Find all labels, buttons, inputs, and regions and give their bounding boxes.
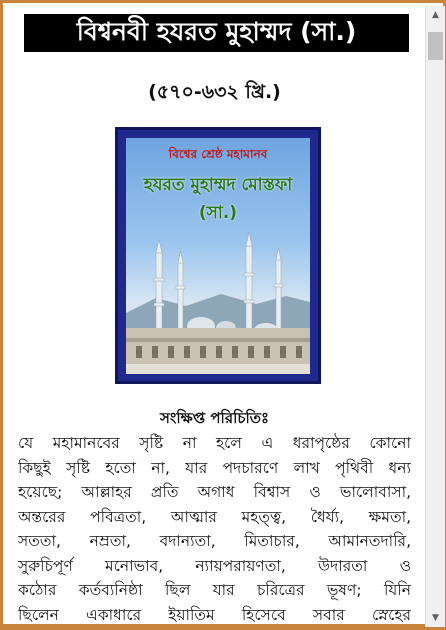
intro-line: সততা, নম্রতা, বদান্যতা, মিতাচার, আমানতদারি, xyxy=(18,532,411,550)
book-cover-artwork xyxy=(126,138,310,374)
book-cover-name: হযরত মুহাম্মদ মোস্তফা (সা.) xyxy=(143,175,293,223)
scroll-up-icon[interactable]: ▲ xyxy=(432,10,439,20)
intro-line: ছিলেন একাধারে ইয়াতিম হিসেবে সবার স্নেহের xyxy=(18,605,411,624)
page-content[interactable] xyxy=(6,6,423,627)
years-subtitle: (৫৭০-৬৩২ খ্রি.) xyxy=(148,81,281,103)
scroll-down-icon[interactable]: ▼ xyxy=(432,613,439,623)
page-title xyxy=(24,14,409,52)
scrollbar-thumb[interactable] xyxy=(428,32,443,60)
intro-heading: সংক্ষিপ্ত পরিচিতিঃ xyxy=(159,409,269,427)
page-title-text: বিশ্বনবী হযরত মুহাম্মদ (সা.) xyxy=(76,16,357,46)
book-cover-image xyxy=(115,127,321,384)
intro-line: কিছুই সৃষ্টি হতো না, যার পদচারণে লাখ পৃথিবী ধন্য xyxy=(18,458,411,477)
intro-paragraph xyxy=(18,431,411,627)
intro-line: কঠোর কর্তব্যনিষ্ঠা ছিল যার চরিত্রের ভূষণ; যিনি xyxy=(18,581,411,599)
book-cover-subtitle: বিশ্বের শ্রেষ্ঠ মহামানব xyxy=(168,147,268,161)
intro-line: সুরুচিপূর্ণ মনোভাব, ন্যায়পরায়ণতা, উদারতা ও xyxy=(18,556,411,575)
intro-line: যে মহামানবের সৃষ্টি না হলে এ ধরাপৃষ্ঠের কোনো xyxy=(18,434,411,452)
vertical-scrollbar[interactable] xyxy=(425,6,445,627)
intro-line: অন্তরের পবিত্রতা, আত্মার মহত্ত্ব, ধৈর্য্য, ক্ষমতা, xyxy=(18,507,411,526)
mosque-illustration xyxy=(126,218,310,374)
intro-line: হয়েছে; আল্লাহর প্রতি অগাধ বিশ্বাস ও ভালোবাসা, xyxy=(18,483,411,501)
